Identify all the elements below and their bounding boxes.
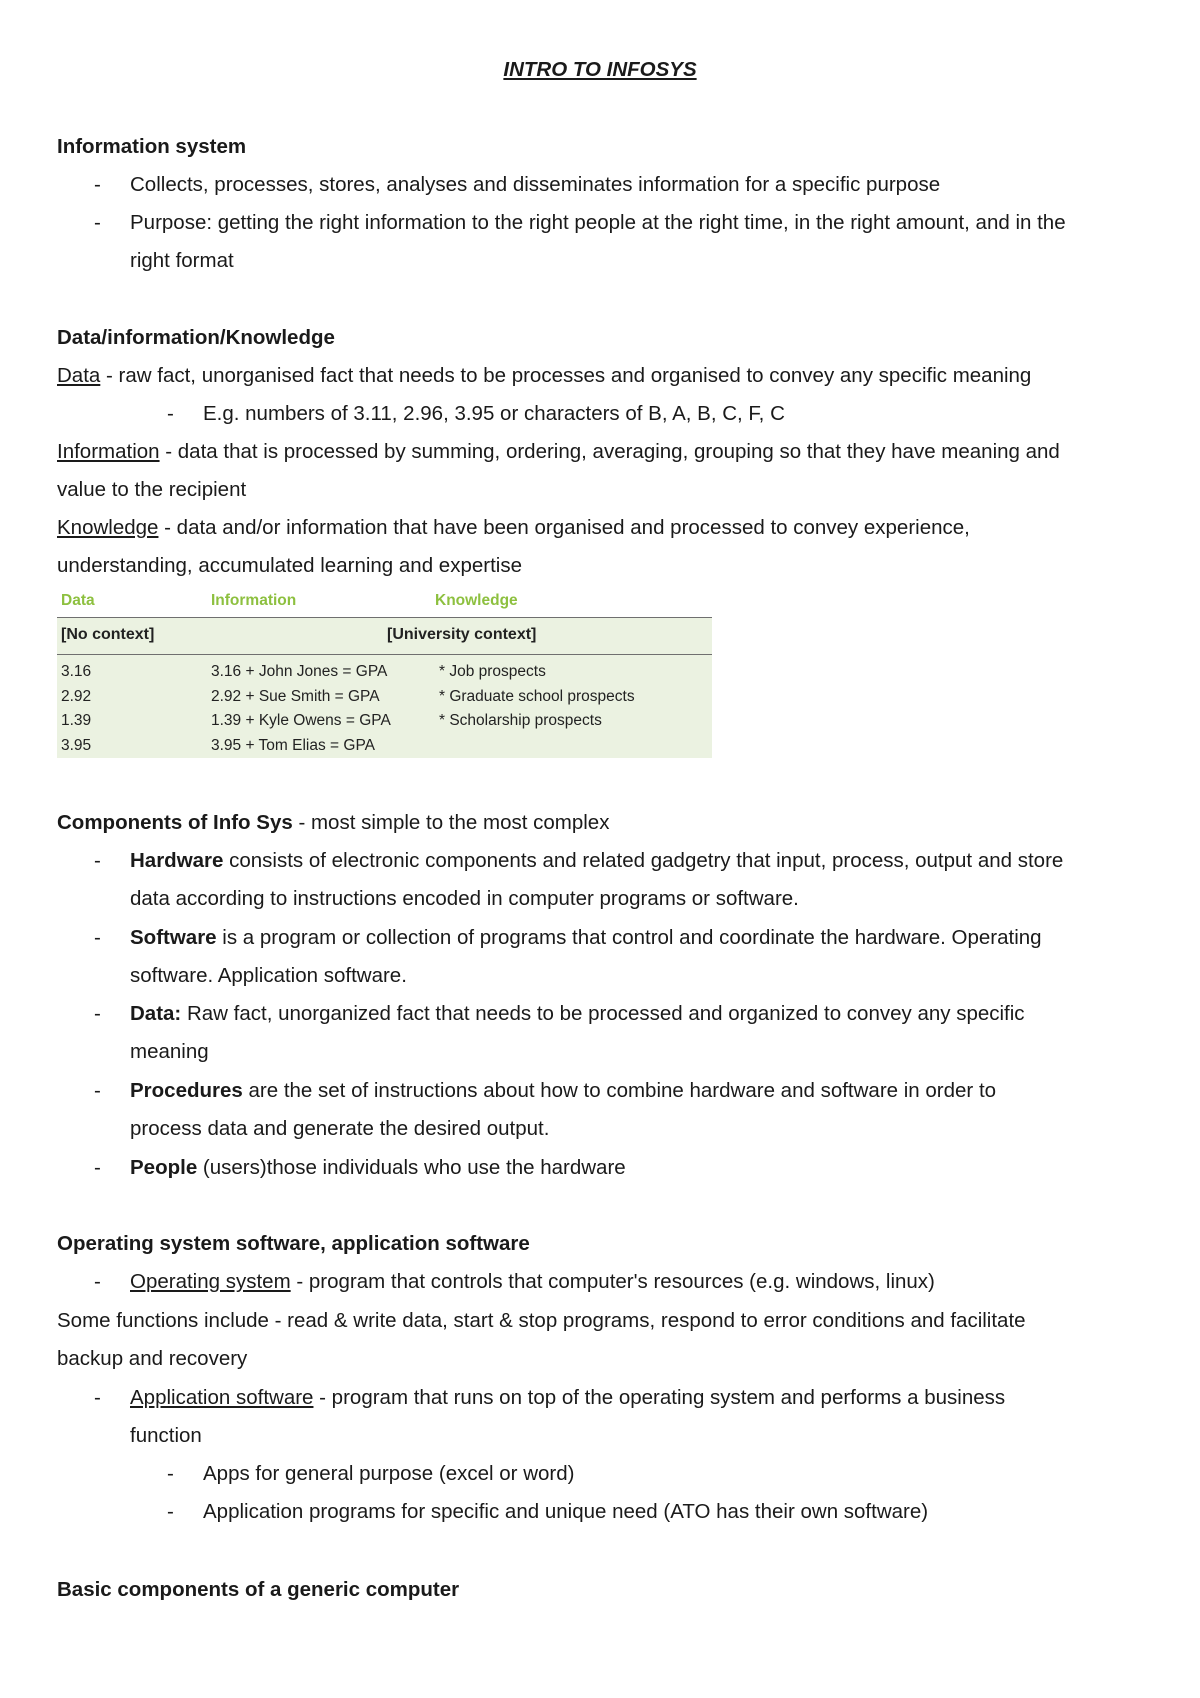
bullet-dash: - xyxy=(167,1500,174,1523)
bullet-dash: - xyxy=(94,1156,101,1179)
operating-system-text: - program that controls that computer's resources (e.g. windows, linux) xyxy=(290,1270,935,1293)
bullet-hardware-cont: data according to instructions encoded in computer programs or software. xyxy=(130,887,799,910)
term-hardware: Hardware xyxy=(130,849,224,872)
heading-basic-components: Basic components of a generic computer xyxy=(57,1578,460,1601)
bullet-dash: - xyxy=(94,1079,101,1102)
information-definition-cont: value to the recipient xyxy=(57,478,247,501)
bullet-procedures xyxy=(130,1079,1160,1103)
people-text: (users)those individuals who use the hardware xyxy=(197,1156,626,1179)
bullet-data-cont: meaning xyxy=(130,1040,209,1063)
document-title: INTRO TO INFOSYS xyxy=(503,58,697,81)
figure-cell: 3.95 xyxy=(61,737,92,754)
figure-no-context: [No context] xyxy=(61,626,155,643)
bullet-dash: - xyxy=(94,1002,101,1025)
software-text: is a program or collection of programs that control and coordinate the hardware. Operating xyxy=(216,926,1042,949)
bullet-dash: - xyxy=(167,1462,174,1485)
bullet-hardware xyxy=(130,849,1160,873)
heading-data-info-knowledge: Data/information/Knowledge xyxy=(57,326,335,349)
bullet-dash: - xyxy=(94,1270,101,1293)
figure-col-data: Data xyxy=(61,592,95,609)
figure-cell: * Job prospects xyxy=(439,663,546,680)
data-component-text: Raw fact, unorganized fact that needs to be processed and organized to convey any specific xyxy=(181,1002,1025,1025)
bullet-dash: - xyxy=(94,849,101,872)
figure-cell: 1.39 + Kyle Owens = GPA xyxy=(211,712,391,729)
bullet-operating-system xyxy=(130,1270,1160,1294)
bullet-purpose: Purpose: getting the right information to the right people at the right time, in the right amount, and in the xyxy=(130,211,1066,234)
figure-col-knowledge: Knowledge xyxy=(435,592,518,609)
bullet-application-software xyxy=(130,1386,1160,1410)
data-definition-text: - raw fact, unorganised fact that needs to be processes and organised to convey any specific meaning xyxy=(100,364,1032,387)
bullet-procedures-cont: process data and generate the desired output. xyxy=(130,1117,550,1140)
term-procedures: Procedures xyxy=(130,1079,243,1102)
figure-cell: 3.16 xyxy=(61,663,92,680)
term-people: People xyxy=(130,1156,198,1179)
information-definition xyxy=(57,440,1160,464)
term-application-software: Application software xyxy=(130,1386,314,1409)
procedures-text: are the set of instructions about how to combine hardware and software in order to xyxy=(242,1079,997,1102)
os-functions: Some functions include - read & write data, start & stop programs, respond to error conditions and facilitate xyxy=(57,1309,1026,1332)
bullet-dash: - xyxy=(94,211,101,234)
bullet-dash: - xyxy=(167,402,174,425)
information-definition-text: - data that is processed by summing, ordering, averaging, grouping so that they have meaning and xyxy=(159,440,1060,463)
figure-cell: * Graduate school prospects xyxy=(439,688,635,705)
data-example: E.g. numbers of 3.11, 2.96, 3.95 or characters of B, A, B, C, F, C xyxy=(203,402,785,425)
sub-bullet-general-purpose: Apps for general purpose (excel or word) xyxy=(203,1462,575,1485)
heading-os-app-software: Operating system software, application software xyxy=(57,1232,530,1255)
knowledge-definition xyxy=(57,516,1160,540)
bullet-application-software-cont: function xyxy=(130,1424,202,1447)
bullet-software xyxy=(130,926,1160,950)
sub-bullet-specific-need: Application programs for specific and unique need (ATO has their own software) xyxy=(203,1500,929,1523)
bullet-software-cont: software. Application software. xyxy=(130,964,407,987)
heading-information-system: Information system xyxy=(57,135,247,158)
data-definition xyxy=(57,364,1160,388)
os-functions-cont: backup and recovery xyxy=(57,1347,248,1370)
bullet-data xyxy=(130,1002,1160,1026)
figure-cell: 2.92 xyxy=(61,688,92,705)
bullet-dash: - xyxy=(94,1386,101,1409)
heading-components-title: Components of Info Sys xyxy=(57,811,293,834)
knowledge-definition-text: - data and/or information that have been organised and processed to convey experience, xyxy=(158,516,970,539)
figure-cell: 3.16 + John Jones = GPA xyxy=(211,663,388,680)
figure-divider xyxy=(57,654,712,655)
figure-cell: 3.95 + Tom Elias = GPA xyxy=(211,737,375,754)
bullet-dash: - xyxy=(94,926,101,949)
application-software-text: - program that runs on top of the operating system and performs a business xyxy=(313,1386,1006,1409)
term-operating-system: Operating system xyxy=(130,1270,291,1293)
knowledge-definition-cont: understanding, accumulated learning and expertise xyxy=(57,554,522,577)
term-software: Software xyxy=(130,926,217,949)
term-data: Data xyxy=(57,364,101,387)
bullet-dash: - xyxy=(94,173,101,196)
term-information: Information xyxy=(57,440,160,463)
figure-cell: 1.39 xyxy=(61,712,92,729)
hardware-text: consists of electronic components and related gadgetry that input, process, output and store xyxy=(223,849,1064,872)
term-knowledge: Knowledge xyxy=(57,516,159,539)
bullet-people xyxy=(130,1156,1160,1180)
figure-divider xyxy=(57,617,712,618)
figure-header xyxy=(57,590,712,614)
data-info-knowledge-figure xyxy=(57,590,712,758)
figure-university-context: [University context] xyxy=(387,626,537,643)
bullet-purpose-cont: right format xyxy=(130,249,234,272)
heading-components-rest: - most simple to the most complex xyxy=(292,811,610,834)
figure-col-information: Information xyxy=(211,592,297,609)
figure-cell: 2.92 + Sue Smith = GPA xyxy=(211,688,380,705)
heading-components xyxy=(57,811,1160,835)
figure-cell: * Scholarship prospects xyxy=(439,712,602,729)
term-data-component: Data: xyxy=(130,1002,182,1025)
bullet-collects: Collects, processes, stores, analyses and disseminates information for a specific purpose xyxy=(130,173,941,196)
